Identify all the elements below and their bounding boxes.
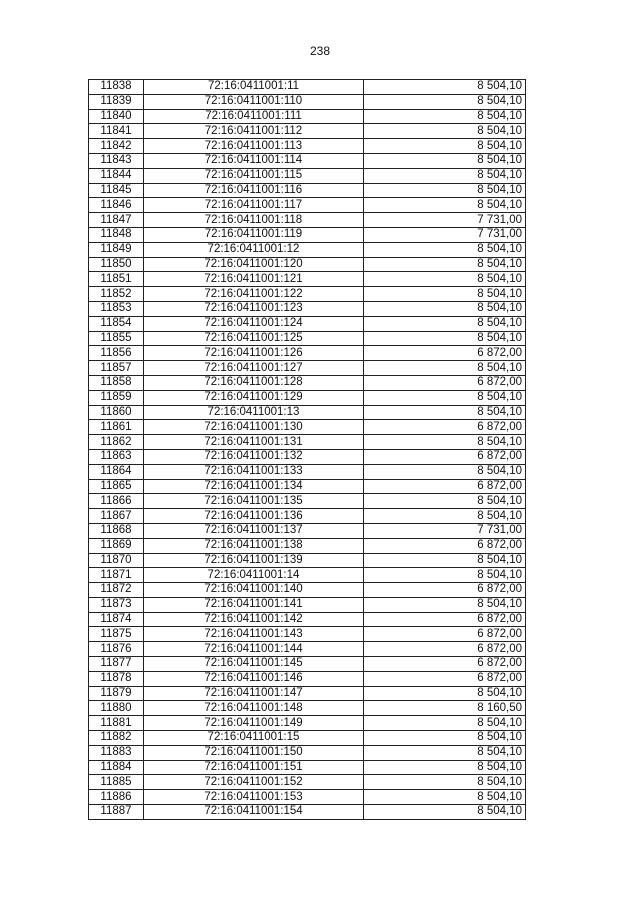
table-row xyxy=(89,523,526,538)
cadastral-value-cell: 8 504,10 xyxy=(364,390,526,405)
row-number-cell: 11867 xyxy=(89,509,144,524)
table-row xyxy=(89,760,526,775)
cadastral-number-cell: 72:16:0411001:15 xyxy=(144,731,364,746)
row-number-cell: 11856 xyxy=(89,346,144,361)
cadastral-number-cell: 72:16:0411001:146 xyxy=(144,671,364,686)
row-number-cell: 11882 xyxy=(89,731,144,746)
cadastral-number-cell: 72:16:0411001:144 xyxy=(144,642,364,657)
cadastral-number-cell: 72:16:0411001:154 xyxy=(144,805,364,820)
cadastral-number-cell: 72:16:0411001:117 xyxy=(144,198,364,213)
table-row xyxy=(89,405,526,420)
row-number-cell: 11853 xyxy=(89,301,144,316)
row-number-cell: 11849 xyxy=(89,242,144,257)
row-number-cell: 11862 xyxy=(89,435,144,450)
cadastral-value-cell: 6 872,00 xyxy=(364,538,526,553)
row-number-cell: 11886 xyxy=(89,790,144,805)
table-row xyxy=(89,597,526,612)
cadastral-number-cell: 72:16:0411001:132 xyxy=(144,449,364,464)
cadastral-value-cell: 8 504,10 xyxy=(364,731,526,746)
cadastral-number-cell: 72:16:0411001:127 xyxy=(144,361,364,376)
cadastral-number-cell: 72:16:0411001:145 xyxy=(144,657,364,672)
cadastral-value-cell: 6 872,00 xyxy=(364,627,526,642)
cadastral-value-cell: 6 872,00 xyxy=(364,375,526,390)
row-number-cell: 11866 xyxy=(89,494,144,509)
table-row xyxy=(89,213,526,228)
cadastral-number-cell: 72:16:0411001:118 xyxy=(144,213,364,228)
cadastral-number-cell: 72:16:0411001:110 xyxy=(144,94,364,109)
table-row xyxy=(89,775,526,790)
cadastral-number-cell: 72:16:0411001:149 xyxy=(144,716,364,731)
cadastral-value-cell: 6 872,00 xyxy=(364,671,526,686)
cadastral-number-cell: 72:16:0411001:135 xyxy=(144,494,364,509)
cadastral-value-cell: 6 872,00 xyxy=(364,583,526,598)
cadastral-number-cell: 72:16:0411001:119 xyxy=(144,227,364,242)
row-number-cell: 11854 xyxy=(89,316,144,331)
cadastral-value-cell: 8 504,10 xyxy=(364,790,526,805)
table-row xyxy=(89,109,526,124)
table-row xyxy=(89,805,526,820)
cadastral-value-cell: 8 504,10 xyxy=(364,568,526,583)
cadastral-value-cell: 8 504,10 xyxy=(364,287,526,302)
cadastral-value-cell: 8 504,10 xyxy=(364,760,526,775)
cadastral-value-cell: 8 504,10 xyxy=(364,686,526,701)
table-row xyxy=(89,657,526,672)
cadastral-number-cell: 72:16:0411001:114 xyxy=(144,153,364,168)
cadastral-number-cell: 72:16:0411001:14 xyxy=(144,568,364,583)
row-number-cell: 11845 xyxy=(89,183,144,198)
row-number-cell: 11860 xyxy=(89,405,144,420)
table-row xyxy=(89,686,526,701)
cadastral-value-cell: 6 872,00 xyxy=(364,449,526,464)
cadastral-number-cell: 72:16:0411001:129 xyxy=(144,390,364,405)
cadastral-value-cell: 6 872,00 xyxy=(364,479,526,494)
table-row xyxy=(89,701,526,716)
cadastral-value-cell: 8 504,10 xyxy=(364,361,526,376)
table-row xyxy=(89,642,526,657)
row-number-cell: 11876 xyxy=(89,642,144,657)
row-number-cell: 11880 xyxy=(89,701,144,716)
row-number-cell: 11865 xyxy=(89,479,144,494)
cadastral-value-cell: 8 504,10 xyxy=(364,464,526,479)
table-row xyxy=(89,316,526,331)
cadastral-number-cell: 72:16:0411001:134 xyxy=(144,479,364,494)
row-number-cell: 11846 xyxy=(89,198,144,213)
row-number-cell: 11859 xyxy=(89,390,144,405)
row-number-cell: 11872 xyxy=(89,583,144,598)
table-row xyxy=(89,272,526,287)
cadastral-number-cell: 72:16:0411001:12 xyxy=(144,242,364,257)
table-row xyxy=(89,153,526,168)
cadastral-number-cell: 72:16:0411001:133 xyxy=(144,464,364,479)
page-number: 238 xyxy=(309,44,331,58)
cadastral-value-cell: 8 504,10 xyxy=(364,80,526,95)
table-row xyxy=(89,301,526,316)
cadastral-number-cell: 72:16:0411001:148 xyxy=(144,701,364,716)
cadastral-value-cell: 7 731,00 xyxy=(364,213,526,228)
row-number-cell: 11844 xyxy=(89,168,144,183)
cadastral-number-cell: 72:16:0411001:126 xyxy=(144,346,364,361)
cadastral-number-cell: 72:16:0411001:125 xyxy=(144,331,364,346)
cadastral-number-cell: 72:16:0411001:128 xyxy=(144,375,364,390)
cadastral-number-cell: 72:16:0411001:122 xyxy=(144,287,364,302)
table-row xyxy=(89,612,526,627)
table-row xyxy=(89,745,526,760)
cadastral-number-cell: 72:16:0411001:115 xyxy=(144,168,364,183)
cadastral-number-cell: 72:16:0411001:111 xyxy=(144,109,364,124)
table-row xyxy=(89,390,526,405)
row-number-cell: 11848 xyxy=(89,227,144,242)
cadastral-number-cell: 72:16:0411001:147 xyxy=(144,686,364,701)
row-number-cell: 11873 xyxy=(89,597,144,612)
table-row xyxy=(89,464,526,479)
row-number-cell: 11839 xyxy=(89,94,144,109)
cadastral-value-cell: 6 872,00 xyxy=(364,612,526,627)
table-row xyxy=(89,583,526,598)
row-number-cell: 11850 xyxy=(89,257,144,272)
table-row xyxy=(89,568,526,583)
cadastral-value-cell: 8 504,10 xyxy=(364,805,526,820)
table-row xyxy=(89,553,526,568)
table-row xyxy=(89,479,526,494)
row-number-cell: 11884 xyxy=(89,760,144,775)
cadastral-value-cell: 8 504,10 xyxy=(364,494,526,509)
table-row xyxy=(89,361,526,376)
cadastral-number-cell: 72:16:0411001:11 xyxy=(144,80,364,95)
row-number-cell: 11838 xyxy=(89,80,144,95)
cadastral-number-cell: 72:16:0411001:121 xyxy=(144,272,364,287)
cadastral-value-cell: 8 504,10 xyxy=(364,316,526,331)
row-number-cell: 11868 xyxy=(89,523,144,538)
table-row xyxy=(89,80,526,95)
table-row xyxy=(89,435,526,450)
cadastral-number-cell: 72:16:0411001:152 xyxy=(144,775,364,790)
row-number-cell: 11864 xyxy=(89,464,144,479)
row-number-cell: 11863 xyxy=(89,449,144,464)
cadastral-value-cell: 8 504,10 xyxy=(364,272,526,287)
cadastral-value-cell: 8 504,10 xyxy=(364,183,526,198)
cadastral-value-cell: 8 504,10 xyxy=(364,242,526,257)
table-row xyxy=(89,94,526,109)
table-row xyxy=(89,168,526,183)
table-row xyxy=(89,627,526,642)
cadastral-value-cell: 6 872,00 xyxy=(364,657,526,672)
cadastral-number-cell: 72:16:0411001:116 xyxy=(144,183,364,198)
row-number-cell: 11874 xyxy=(89,612,144,627)
cadastral-number-cell: 72:16:0411001:131 xyxy=(144,435,364,450)
table-body xyxy=(89,80,526,820)
table-row xyxy=(89,124,526,139)
cadastral-number-cell: 72:16:0411001:142 xyxy=(144,612,364,627)
cadastral-value-cell: 8 160,50 xyxy=(364,701,526,716)
cadastral-number-cell: 72:16:0411001:150 xyxy=(144,745,364,760)
cadastral-number-cell: 72:16:0411001:120 xyxy=(144,257,364,272)
cadastral-number-cell: 72:16:0411001:143 xyxy=(144,627,364,642)
cadastral-number-cell: 72:16:0411001:112 xyxy=(144,124,364,139)
cadastral-value-cell: 8 504,10 xyxy=(364,597,526,612)
row-number-cell: 11840 xyxy=(89,109,144,124)
row-number-cell: 11852 xyxy=(89,287,144,302)
cadastral-number-cell: 72:16:0411001:138 xyxy=(144,538,364,553)
cadastral-number-cell: 72:16:0411001:124 xyxy=(144,316,364,331)
table-row xyxy=(89,449,526,464)
table-row xyxy=(89,731,526,746)
row-number-cell: 11843 xyxy=(89,153,144,168)
cadastral-value-cell: 8 504,10 xyxy=(364,405,526,420)
table-row xyxy=(89,494,526,509)
cadastral-value-cell: 8 504,10 xyxy=(364,775,526,790)
table-row xyxy=(89,139,526,154)
cadastral-number-cell: 72:16:0411001:153 xyxy=(144,790,364,805)
cadastral-number-cell: 72:16:0411001:113 xyxy=(144,139,364,154)
cadastral-value-table xyxy=(88,79,526,820)
cadastral-value-cell: 8 504,10 xyxy=(364,553,526,568)
table-row xyxy=(89,183,526,198)
cadastral-value-cell: 7 731,00 xyxy=(364,227,526,242)
row-number-cell: 11871 xyxy=(89,568,144,583)
row-number-cell: 11857 xyxy=(89,361,144,376)
cadastral-value-cell: 8 504,10 xyxy=(364,257,526,272)
row-number-cell: 11881 xyxy=(89,716,144,731)
table-row xyxy=(89,346,526,361)
table-row xyxy=(89,509,526,524)
row-number-cell: 11869 xyxy=(89,538,144,553)
table-row xyxy=(89,198,526,213)
cadastral-number-cell: 72:16:0411001:139 xyxy=(144,553,364,568)
cadastral-value-cell: 6 872,00 xyxy=(364,420,526,435)
row-number-cell: 11841 xyxy=(89,124,144,139)
row-number-cell: 11883 xyxy=(89,745,144,760)
row-number-cell: 11878 xyxy=(89,671,144,686)
row-number-cell: 11858 xyxy=(89,375,144,390)
row-number-cell: 11885 xyxy=(89,775,144,790)
cadastral-number-cell: 72:16:0411001:151 xyxy=(144,760,364,775)
cadastral-value-cell: 8 504,10 xyxy=(364,509,526,524)
cadastral-value-cell: 8 504,10 xyxy=(364,168,526,183)
cadastral-value-cell: 8 504,10 xyxy=(364,94,526,109)
table-row xyxy=(89,538,526,553)
cadastral-number-cell: 72:16:0411001:140 xyxy=(144,583,364,598)
row-number-cell: 11879 xyxy=(89,686,144,701)
table-row xyxy=(89,420,526,435)
table-row xyxy=(89,257,526,272)
row-number-cell: 11855 xyxy=(89,331,144,346)
table-row xyxy=(89,227,526,242)
table-row xyxy=(89,671,526,686)
table-row xyxy=(89,375,526,390)
cadastral-value-cell: 8 504,10 xyxy=(364,716,526,731)
cadastral-number-cell: 72:16:0411001:137 xyxy=(144,523,364,538)
cadastral-value-cell: 8 504,10 xyxy=(364,153,526,168)
table-row xyxy=(89,716,526,731)
row-number-cell: 11875 xyxy=(89,627,144,642)
cadastral-value-cell: 8 504,10 xyxy=(364,109,526,124)
row-number-cell: 11877 xyxy=(89,657,144,672)
table-row xyxy=(89,287,526,302)
cadastral-value-cell: 8 504,10 xyxy=(364,301,526,316)
row-number-cell: 11847 xyxy=(89,213,144,228)
row-number-cell: 11861 xyxy=(89,420,144,435)
table-row xyxy=(89,790,526,805)
cadastral-number-cell: 72:16:0411001:141 xyxy=(144,597,364,612)
row-number-cell: 11887 xyxy=(89,805,144,820)
cadastral-value-cell: 6 872,00 xyxy=(364,346,526,361)
cadastral-value-cell: 8 504,10 xyxy=(364,198,526,213)
cadastral-value-cell: 8 504,10 xyxy=(364,435,526,450)
row-number-cell: 11851 xyxy=(89,272,144,287)
cadastral-number-cell: 72:16:0411001:130 xyxy=(144,420,364,435)
cadastral-value-cell: 8 504,10 xyxy=(364,331,526,346)
cadastral-number-cell: 72:16:0411001:13 xyxy=(144,405,364,420)
cadastral-value-cell: 8 504,10 xyxy=(364,139,526,154)
cadastral-number-cell: 72:16:0411001:123 xyxy=(144,301,364,316)
row-number-cell: 11842 xyxy=(89,139,144,154)
table-row xyxy=(89,242,526,257)
cadastral-value-cell: 8 504,10 xyxy=(364,124,526,139)
cadastral-value-cell: 6 872,00 xyxy=(364,642,526,657)
cadastral-number-cell: 72:16:0411001:136 xyxy=(144,509,364,524)
table-row xyxy=(89,331,526,346)
cadastral-value-cell: 7 731,00 xyxy=(364,523,526,538)
cadastral-value-cell: 8 504,10 xyxy=(364,745,526,760)
row-number-cell: 11870 xyxy=(89,553,144,568)
